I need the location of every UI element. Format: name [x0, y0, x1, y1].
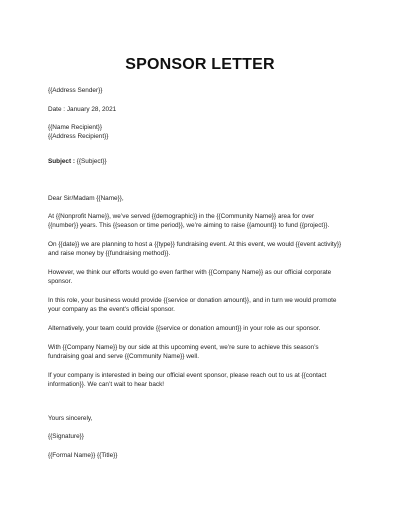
paragraph-line: fundraising goal and serve {{Community Name}} well.: [48, 353, 199, 361]
name-recipient: {{Name Recipient}}: [48, 124, 103, 131]
paragraph-line: information}}. We can’t wait to hear back!: [48, 381, 165, 389]
paragraph-line: {{number}} years. This {{season or time period}}, we’re aiming to raise {{amount}} to fund {{project}}.: [48, 222, 330, 230]
paragraph-line: However, we think our efforts would go even farther with {{Company Name}} as our official corporate: [48, 269, 332, 276]
closing: Yours sincerely,: [48, 415, 93, 422]
signature: {{Signature}}: [48, 433, 84, 440]
paragraph-sponsor-request: [48, 268, 366, 287]
address-sender: {{Address Sender}}: [48, 87, 103, 94]
paragraph-line: With {{Company Name}} by our side at this upcoming event, we’re sure to achieve this season’s: [48, 344, 319, 351]
paragraph-goal: [48, 343, 366, 362]
salutation: Dear Sir/Madam {{Name}},: [48, 195, 124, 202]
paragraph-line: At {{Nonprofit Name}}, we’ve served {{demographic}} in the {{Community Name}} area for over: [48, 213, 315, 220]
formal-name-title: {{Formal Name}} {{Title}}: [48, 452, 118, 459]
letter-date: Date : January 28, 2021: [48, 106, 117, 113]
paragraph-contact: [48, 371, 366, 390]
paragraph-line: Alternatively, your team could provide {{service or donation amount}} in your role as our sponsor.: [48, 325, 321, 332]
paragraph-line: and raise money by {{fundraising method}}.: [48, 250, 171, 258]
paragraph-line: In this role, your business would provide {{service or donation amount}}, and in turn we would promote: [48, 297, 337, 304]
subject-line: [48, 157, 368, 166]
paragraph-role: [48, 296, 366, 315]
paragraph-line: your company as the event’s official sponsor.: [48, 306, 175, 314]
paragraph-intro: [48, 212, 366, 231]
paragraph-line: If your company is interested in being our official event sponsor, please reach out to us at {{contact: [48, 372, 327, 379]
paragraph-line: On {{date}} we are planning to host a {{type}} fundraising event. At this event, we would {{event activity}}: [48, 241, 342, 248]
address-recipient: {{Address Recipient}}: [48, 133, 109, 140]
paragraph-alternative: [48, 324, 366, 333]
page-title: SPONSOR LETTER: [125, 56, 275, 73]
paragraph-line: sponsor.: [48, 278, 73, 286]
paragraph-event: [48, 240, 366, 259]
subject-value: {{Subject}}: [75, 158, 107, 165]
subject-label: Subject :: [48, 158, 75, 165]
